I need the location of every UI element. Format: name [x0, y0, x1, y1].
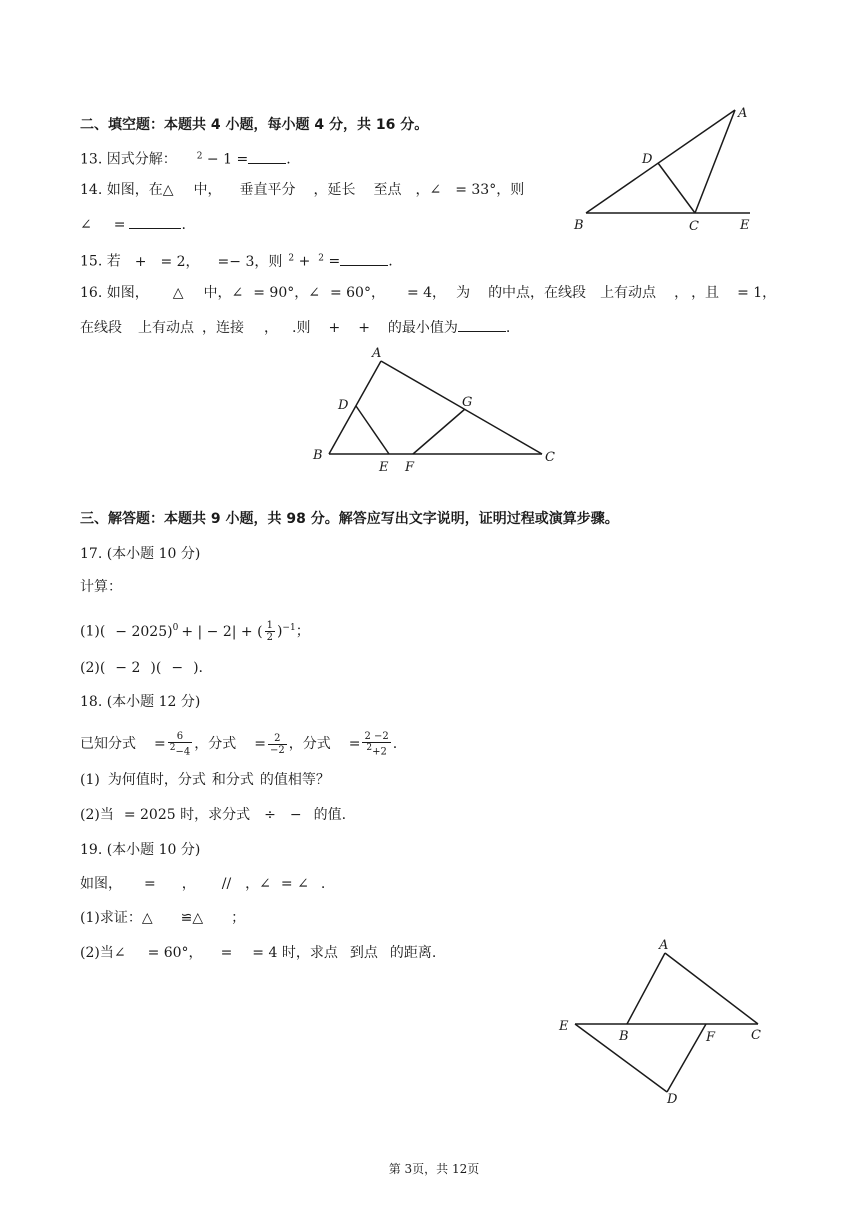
question-17-intro: 计算：	[80, 579, 122, 595]
fig16-label-A: A	[372, 346, 382, 361]
question-17-title: 17. (本小题 10 分)	[80, 546, 201, 562]
fig19-label-D: D	[667, 1092, 678, 1107]
section-heading-answer: 三、解答题：本题共 9 小题，共 98 分。解答应写出文字说明，证明过程或演算步骤。	[80, 511, 619, 527]
fig14-label-E: E	[740, 218, 750, 233]
fig16-label-B: B	[313, 448, 323, 463]
question-16-line1: 16. 如图， △ 中，∠ = 90°，∠ = 60°， = 4， 为 的中点，在线段 上有动点 ， ，且 = 1，	[80, 285, 777, 301]
fig19-label-B: B	[619, 1029, 629, 1044]
fig16-label-G: G	[462, 395, 473, 410]
question-18-part1: (1) 为何值时，分式 和分式 的值相等？	[80, 772, 330, 788]
question-14-line2: ∠ = .	[80, 217, 186, 233]
fig14-label-D: D	[642, 152, 653, 167]
fig19-label-E: E	[559, 1019, 569, 1034]
question-19-given: 如图， = ， // ，∠ = ∠ .	[80, 876, 326, 892]
question-18-part2: (2)当 = 2025 时，求分式 ÷ − 的值.	[80, 807, 347, 823]
question-17-part2: (2)( − 2 )( − ).	[80, 660, 203, 676]
fig16-label-D: D	[338, 398, 349, 413]
fig16-label-C: C	[545, 450, 555, 465]
fig14-label-C: C	[689, 219, 699, 234]
question-15: 15. 若 + = 2， =− 3，则 $^2$ + $^2$ = .	[80, 253, 393, 270]
fig14-label-A: A	[738, 106, 748, 121]
fig14-label-B: B	[574, 218, 584, 233]
question-13: 13. 因式分解： $^2$ − 1 = .	[80, 151, 291, 168]
section-heading-fill-blank: 二、填空题：本题共 4 小题，每小题 4 分，共 16 分。	[80, 117, 429, 133]
question-19-title: 19. (本小题 10 分)	[80, 842, 201, 858]
fig19-label-C: C	[751, 1028, 761, 1043]
fig16-label-F: F	[405, 460, 415, 475]
question-19-part2: (2)当∠ = 60°， = = 4 时，求点 到点 的距离.	[80, 945, 437, 961]
figure-q19	[555, 935, 770, 1110]
figure-q14	[570, 100, 760, 240]
page-footer: 第 3页，共 12页	[388, 1162, 480, 1176]
question-16-line2: 在线段 上有动点 ，连接 ， .则 + + 的最小值为 .	[80, 320, 511, 336]
fig19-label-A: A	[659, 938, 669, 953]
question-18-title: 18. (本小题 12 分)	[80, 694, 201, 710]
question-19-part1: (1)求证：△ ≌△ ；	[80, 910, 246, 926]
question-17-part1: $(1)( - 2025)^0$ + | − 2| + ( $\frac{1}{2}$ )$^{-1}$；	[80, 620, 310, 644]
figure-q16	[305, 342, 565, 477]
fig16-label-E: E	[379, 460, 389, 475]
question-14-line1: 14. 如图，在△ 中， 垂直平分 ，延长 至点 ，∠ = 33°，则	[80, 182, 525, 198]
question-18-given: 已知分式 = $\frac{6}{^2-4}$ ，分式 = $\frac{2}{-2}$ ，分式 = $\frac{2 -2}{^2+2}$ .	[80, 731, 398, 758]
fig19-label-F: F	[706, 1030, 716, 1045]
